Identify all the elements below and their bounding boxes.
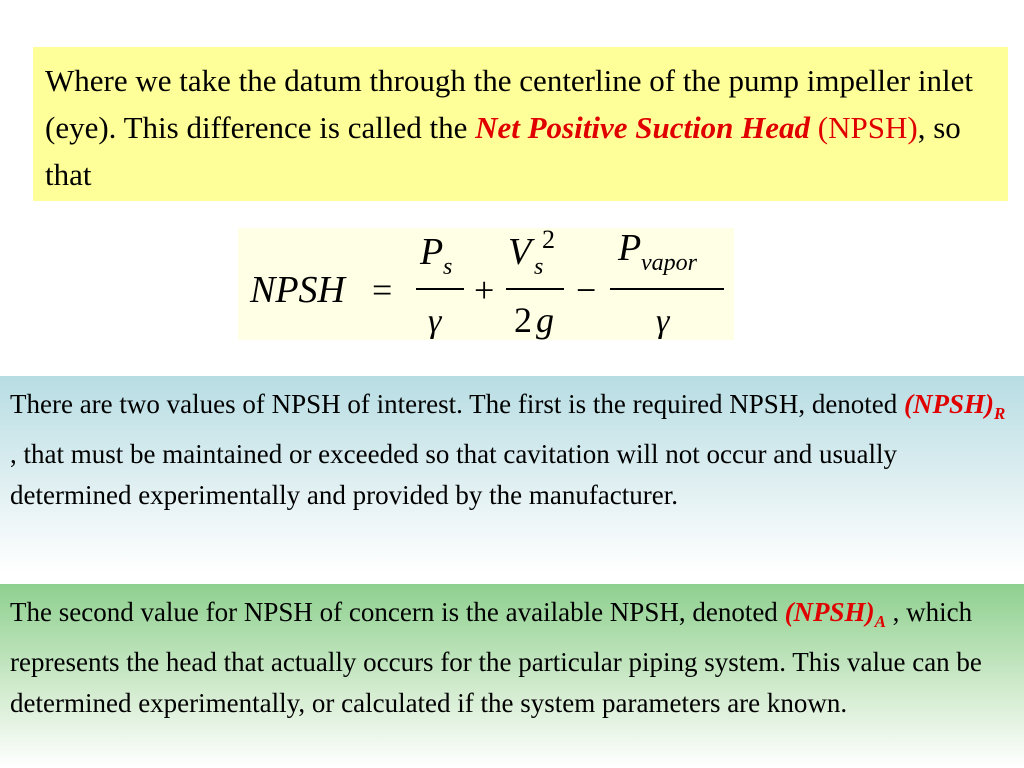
intro-text: Where we take the datum through the centerline of the pump impeller inlet (eye). This difference is called the bbox=[45, 63, 973, 145]
term1-numerator-sub: s bbox=[443, 254, 453, 280]
npsh-a-symbol: $(NPSH)_A$ bbox=[784, 597, 886, 631]
npsh-a-subscript: A bbox=[874, 612, 886, 631]
term1-denominator: γ bbox=[428, 303, 442, 340]
available-npsh-text-end: , which represents the head that actually occurs for the particular piping system. This value can be determined experimentally, or calculated if the system parameters are known. bbox=[10, 597, 982, 718]
term2-numerator-sup: 2 bbox=[542, 228, 555, 254]
term1-numerator: P bbox=[420, 231, 444, 273]
npsh-r-subscript: R bbox=[994, 404, 1006, 423]
available-npsh-text: The second value for NPSH of concern is the available NPSH, denoted bbox=[10, 597, 785, 627]
npsh-r-symbol: $(NPSH)_R$ bbox=[904, 389, 1006, 423]
formula-plus: + bbox=[474, 270, 495, 310]
term2-denominator-g: g bbox=[536, 300, 554, 340]
term3-numerator-sub: vapor bbox=[641, 250, 697, 276]
required-npsh-text-end: , that must be maintained or exceeded so that cavitation will not occur and usually determined experimentally and provided by the manufacturer. bbox=[10, 439, 897, 510]
term3-denominator: γ bbox=[656, 303, 670, 340]
formula-equals: = bbox=[372, 270, 393, 310]
term2-numerator: V bbox=[508, 231, 532, 273]
required-npsh-box bbox=[0, 376, 1024, 572]
term2-numerator-sub: s bbox=[534, 254, 544, 280]
formula-minus: − bbox=[576, 270, 597, 310]
npsh-formula bbox=[238, 228, 734, 340]
npsh-abbr: (NPSH) bbox=[817, 110, 918, 145]
intro-text-end: , so that bbox=[45, 110, 961, 192]
available-npsh-box bbox=[0, 584, 1024, 768]
required-npsh-text: There are two values of NPSH of interest. The first is the required NPSH, denoted bbox=[10, 389, 905, 419]
term2-denominator-two: 2 bbox=[514, 300, 532, 340]
term3-numerator: P bbox=[618, 228, 642, 269]
formula-lhs: NPSH bbox=[250, 269, 345, 311]
intro-text-box bbox=[33, 47, 1008, 201]
npsh-term: Net Positive Suction Head bbox=[475, 110, 811, 145]
